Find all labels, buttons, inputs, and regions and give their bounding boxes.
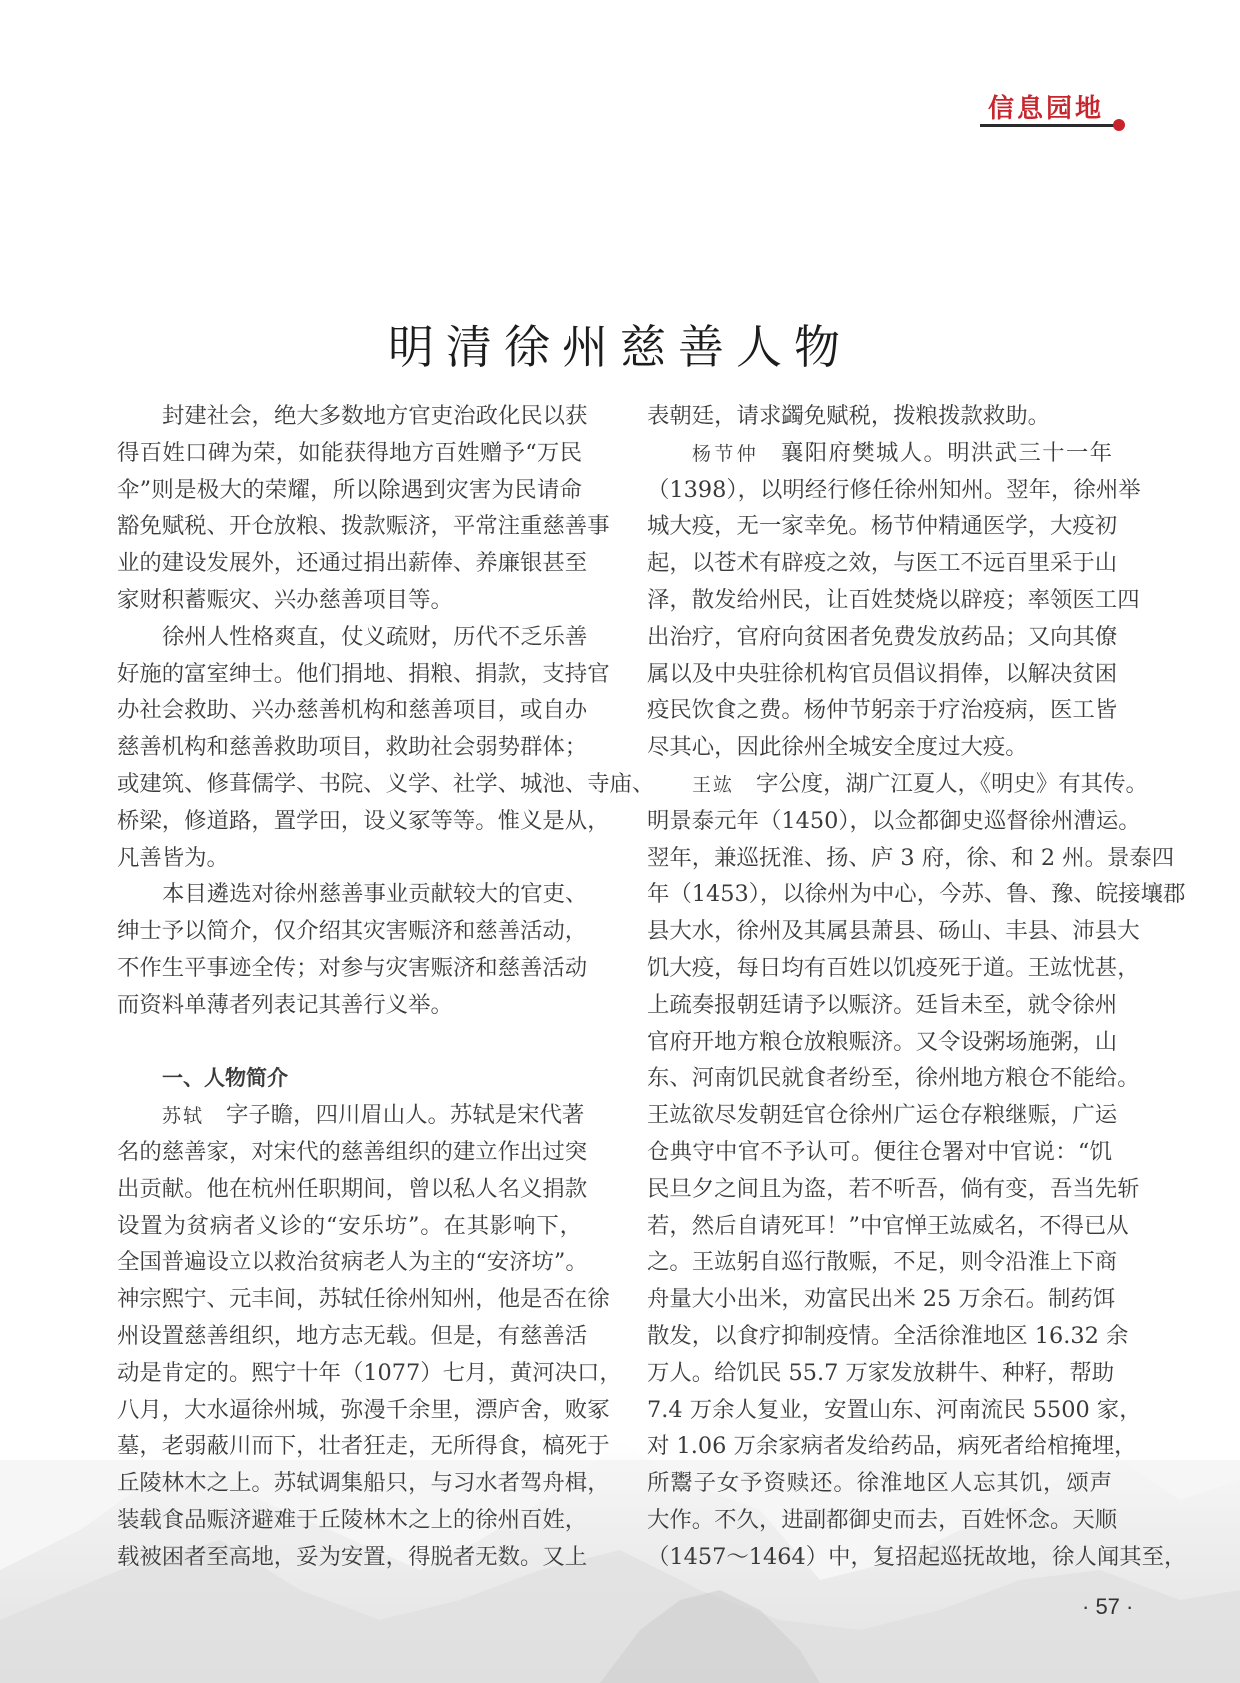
text-line [647, 1097, 1118, 1134]
text-line [647, 1060, 1140, 1097]
line-text: 城大疫，无一家幸免。杨节仲精通医学，大疫初 [647, 513, 1118, 540]
line-text: 家财积蓄赈灾、兴办慈善项目等。 [117, 586, 453, 613]
line-text: 装载食品赈济避难于丘陵林木之上的徐州百姓， [117, 1506, 588, 1533]
text-line [117, 766, 655, 803]
line-text: 民旦夕之间且为盗，若不听吾，倘有变，吾当先斩 [647, 1175, 1140, 1202]
text-line [117, 1318, 588, 1355]
text-line [117, 1502, 588, 1539]
text-line [647, 913, 1140, 950]
line-text: 若，然后自请死耳！”中官惮王竑威名，不得已从 [647, 1212, 1129, 1239]
text-line [117, 803, 610, 840]
text-line [117, 1428, 610, 1465]
line-text: 字公度，湖广江夏人，《明史》有其传。 [756, 770, 1148, 797]
left-column [117, 398, 655, 1576]
line-text: 仓典守中官不予认可。便往仓署对中官说：“饥 [647, 1138, 1112, 1165]
text-line [117, 619, 588, 656]
line-text: 墓，老弱蔽川而下，壮者狂走，无所得食，槁死于 [117, 1433, 610, 1460]
line-text: 桥梁，修道路，置学田，设义冢等等。惟义是从， [117, 807, 610, 834]
text-line [117, 1281, 610, 1318]
line-text: 饥大疫，每日均有百姓以饥疫死于道。王竑忧甚， [647, 954, 1140, 981]
text-line [117, 435, 582, 472]
line-text: 本目遴选对徐州慈善事业贡献较大的官吏、 [162, 881, 588, 908]
line-text: 一、人物简介 [162, 1066, 288, 1091]
text-line [647, 1428, 1137, 1465]
text-line [117, 582, 582, 619]
text-line [117, 1465, 610, 1502]
line-text: 翌年，兼巡抚淮、扬、庐 3 府，徐、和 2 州。景泰四 [647, 844, 1175, 871]
text-line [647, 435, 1112, 472]
line-text: 官府开地方粮仓放粮赈济。又令设粥场施粥，山 [647, 1028, 1118, 1055]
line-text: 设置为贫病者义诊的“安乐坊”。在其影响下， [117, 1212, 582, 1239]
text-line [647, 508, 1118, 545]
line-text: 慈善机构和慈善救助项目，救助社会弱势群体； [117, 734, 588, 761]
line-text: 得百姓口碑为荣，如能获得地方百姓赠予“万民 [117, 439, 582, 466]
text-line [647, 398, 1112, 435]
text-line [117, 1208, 582, 1245]
section-tag: 信息园地 [988, 94, 1105, 124]
text-line [117, 656, 610, 693]
line-text: 或建筑、修葺儒学、书院、义学、社学、城池、寺庙、 [117, 770, 655, 797]
article-title: 明清徐州慈善人物 [388, 319, 852, 374]
text-line [117, 987, 582, 1024]
line-text: 之。王竑躬自巡行散赈，不足，则令沿淮上下商 [647, 1249, 1118, 1276]
text-line [647, 840, 1175, 877]
line-text: 东、河南饥民就食者纷至，徐州地方粮仓不能给。 [647, 1065, 1140, 1092]
red-dot-icon [1113, 119, 1125, 131]
line-text: 表朝廷，请求蠲免赋税，拨粮拨款救助。 [647, 403, 1051, 429]
text-line [647, 1024, 1118, 1061]
text-line [647, 545, 1118, 582]
line-text: 万人。给饥民 55.7 万家发放耕牛、种籽，帮助 [647, 1359, 1115, 1386]
text-line [647, 729, 1112, 766]
text-line [647, 1244, 1118, 1281]
line-text: 出治疗，官府向贫困者免费发放药品；又向其僚 [647, 623, 1118, 650]
line-text: 出贡献。他在杭州任职期间，曾以私人名义捐款 [117, 1175, 588, 1202]
line-text: 散发，以食疗抑制疫情。全活徐淮地区 16.32 余 [647, 1322, 1129, 1349]
line-text: 县大水，徐州及其属县萧县、砀山、丰县、沛县大 [647, 918, 1140, 945]
line-text: 字子瞻，四川眉山人。苏轼是宋代著 [226, 1102, 585, 1129]
line-text: 丘陵林木之上。苏轼调集船只，与习水者驾舟楫， [117, 1470, 610, 1497]
line-text: 襄阳府樊城人。明洪武三十一年 [781, 439, 1112, 466]
line-text: 八月，大水逼徐州城，弥漫千余里，漂庐舍，败冢 [117, 1396, 610, 1423]
line-text: 业的建设发展外，还通过捐出薪俸、养廉银甚至 [117, 550, 588, 577]
line-text: 好施的富室绅士。他们捐地、捐粮、捐款，支持官 [117, 660, 610, 687]
line-text: 属以及中央驻徐机构官员倡议捐俸，以解决贫困 [647, 660, 1118, 687]
line-text: 王竑欲尽发朝廷官仓徐州广运仓存粮继赈，广运 [647, 1102, 1118, 1129]
text-line [647, 1465, 1112, 1502]
line-text: 豁免赋税、开仓放粮、拨款赈济，平常注重慈善事 [117, 513, 610, 540]
section-heading [117, 1060, 582, 1097]
text-line [647, 803, 1141, 840]
text-line [117, 1097, 585, 1134]
text-line [647, 582, 1140, 619]
text-line [117, 1244, 588, 1281]
text-line [647, 1502, 1118, 1539]
text-line [647, 876, 1186, 913]
line-text: 所鬻子女予资赎还。徐淮地区人忘其饥，颂声 [647, 1470, 1112, 1497]
text-line [647, 1355, 1115, 1392]
line-text: （1398），以明经行修任徐州知州。翌年，徐州举 [647, 476, 1141, 503]
line-text: 上疏奏报朝廷请予以赈济。廷旨未至，就令徐州 [647, 991, 1118, 1018]
text-line [117, 1134, 588, 1171]
line-text: 尽其心，因此徐州全城安全度过大疫。 [647, 734, 1028, 761]
right-column [647, 398, 1187, 1576]
text-line [117, 950, 588, 987]
text-line [647, 1318, 1129, 1355]
line-text: 舟量大小出米，劝富民出米 25 万余石。制药饵 [647, 1286, 1116, 1313]
line-text: 办社会救助、兴办慈善机构和慈善项目，或自办 [117, 697, 588, 724]
text-line [647, 692, 1118, 729]
text-line [647, 1539, 1187, 1576]
line-text: 州设置慈善组织，地方志无载。但是，有慈善活 [117, 1322, 588, 1349]
text-line [117, 840, 582, 877]
line-text: 伞”则是极大的荣耀，所以除遇到灾害为民请命 [117, 476, 582, 503]
text-line [117, 545, 588, 582]
line-text: 绅士予以简介，仅介绍其灾害赈济和慈善活动， [117, 918, 588, 945]
line-text: 明景泰元年（1450），以佥都御史巡督徐州漕运。 [647, 807, 1141, 834]
line-text: 不作生平事迹全传；对参与灾害赈济和慈善活动 [117, 954, 588, 981]
text-line [647, 619, 1118, 656]
text-line [117, 398, 588, 435]
person-name: 王竑 [692, 773, 735, 796]
line-text: 对 1.06 万余家病者发给药品，病死者给棺掩埋， [647, 1433, 1137, 1460]
text-line [647, 656, 1118, 693]
text-line [647, 987, 1118, 1024]
text-line [117, 1392, 610, 1429]
text-line [117, 1171, 588, 1208]
person-name: 苏轼 [162, 1105, 205, 1128]
section-tag-rule [980, 124, 1117, 127]
text-line [117, 913, 588, 950]
text-line [647, 766, 1148, 803]
text-line [647, 950, 1140, 987]
text-line [647, 1281, 1116, 1318]
line-text: 凡善皆为。 [117, 844, 229, 871]
line-text: 而资料单薄者列表记其善行义举。 [117, 991, 453, 1018]
line-text: 名的慈善家，对宋代的慈善组织的建立作出过突 [117, 1138, 588, 1165]
paragraph-gap [117, 1024, 582, 1061]
text-line [117, 508, 610, 545]
line-text: （1457～1464）中，复招起巡抚故地，徐人闻其至， [647, 1543, 1187, 1570]
person-name: 杨节仲 [692, 442, 760, 465]
line-text: 神宗熙宁、元丰间，苏轼任徐州知州，他是否在徐 [117, 1286, 610, 1313]
line-text: 徐州人性格爽直，仗义疏财，历代不乏乐善 [162, 623, 588, 650]
line-text: 起，以苍术有辟疫之效，与医工不远百里采于山 [647, 550, 1118, 577]
text-line [117, 876, 588, 913]
text-line [117, 1539, 588, 1576]
line-text: 泽，散发给州民，让百姓焚烧以辟疫；率领医工四 [647, 586, 1140, 613]
text-line [647, 472, 1141, 509]
line-text: 年（1453），以徐州为中心，今苏、鲁、豫、皖接壤郡 [647, 881, 1186, 908]
text-line [647, 1134, 1112, 1171]
line-text: 载被困者至高地，妥为安置，得脱者无数。又上 [117, 1543, 588, 1570]
line-text: 7.4 万余人复业，安置山东、河南流民 5500 家， [647, 1396, 1142, 1423]
text-line [647, 1171, 1140, 1208]
line-text: 疫民饮食之费。杨仲节躬亲于疗治疫病，医工皆 [647, 697, 1118, 724]
line-text: 动是肯定的。熙宁十年（1077）七月，黄河决口， [117, 1359, 622, 1386]
line-text: 大作。不久，进副都御史而去，百姓怀念。天顺 [647, 1506, 1118, 1533]
text-line [647, 1392, 1142, 1429]
line-text: 全国普遍设立以救治贫病老人为主的“安济坊”。 [117, 1249, 588, 1276]
page-number: · 57 · [1082, 1594, 1134, 1619]
text-line [117, 1355, 622, 1392]
text-line [117, 729, 588, 766]
text-line [117, 472, 582, 509]
text-line [647, 1208, 1129, 1245]
line-text: 封建社会，绝大多数地方官吏治政化民以获 [162, 403, 588, 429]
text-line [117, 692, 588, 729]
